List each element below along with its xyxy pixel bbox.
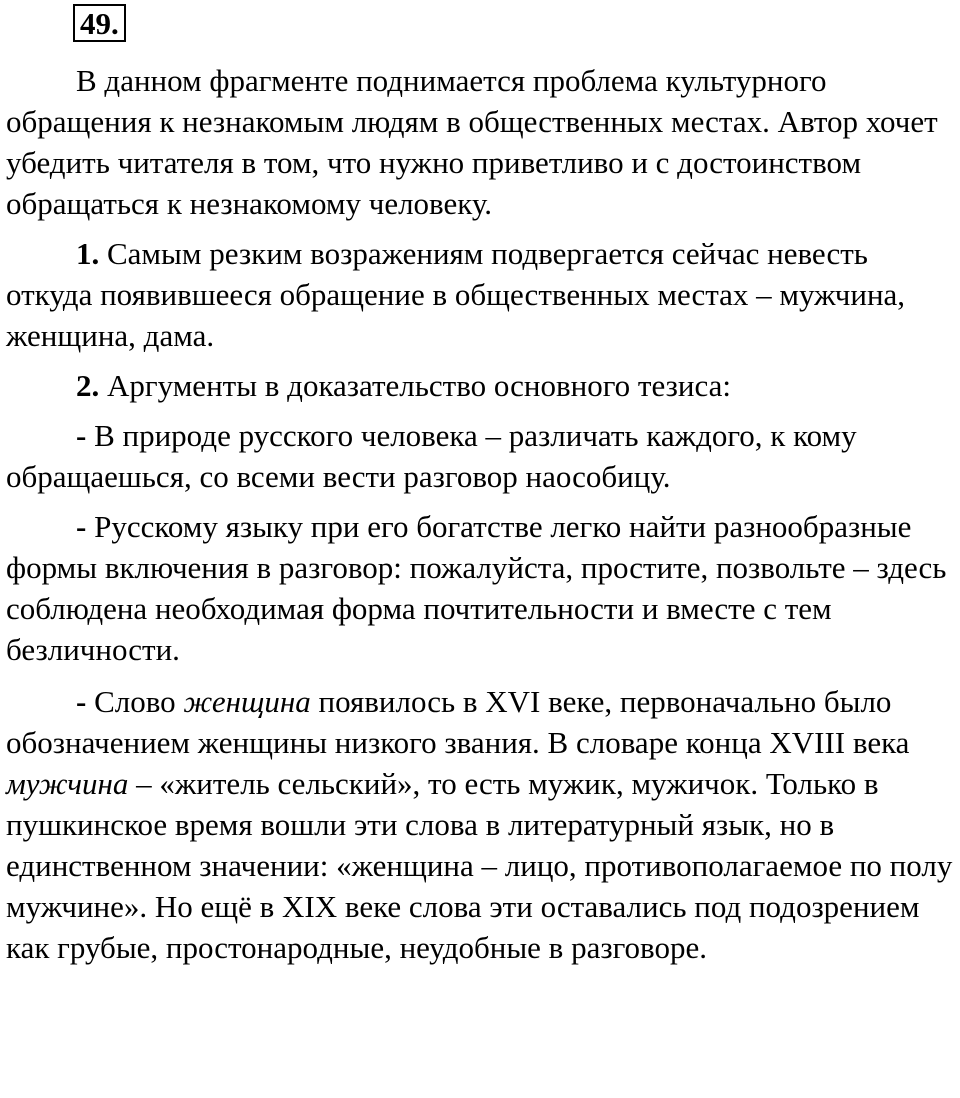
argument-3-text-c: – «житель сельский», то есть мужик, мужичок. Только в пушкинское время вошли эти слова в литературный язык, но в единственном значении: «женщина – лицо, противополагаемое по полу мужчине». Но ещё в XIX веке слова эти оставались под подозрением как грубые, простонародные, неудобные в разговоре. <box>6 766 953 965</box>
argument-1-paragraph <box>6 415 956 497</box>
argument-3-text-b: появилось в XVI веке, первоначально было обозначением женщины низкого звания. В словаре конца XVIII века <box>6 684 910 760</box>
point-2-number: 2. <box>76 368 100 403</box>
intro-text: В данном фрагменте поднимается проблема культурного обращения к незнакомым людям в общественных местах. Автор хочет убедить читателя в том, что нужно приветливо и с достоинством обращаться к незнакомому человеку. <box>6 63 938 221</box>
point-1-number: 1. <box>76 236 100 271</box>
argument-3-word-zhenshchina: женщина <box>183 684 311 719</box>
point-2-paragraph <box>6 365 956 406</box>
argument-2-dash: - <box>76 509 87 544</box>
argument-3-word-muzhchina: мужчина <box>6 766 129 801</box>
argument-3-dash: - <box>76 684 87 719</box>
argument-2-paragraph <box>6 506 956 670</box>
task-number-box: 49. <box>73 4 126 42</box>
argument-3-paragraph <box>6 681 956 968</box>
argument-1-text: В природе русского человека – различать каждого, к кому обращаешься, со всеми вести разговор наособицу. <box>6 418 857 494</box>
argument-2-text: Русскому языку при его богатстве легко найти разнообразные формы включения в разговор: пожалуйста, простите, позвольте – здесь соблюдена необходимая форма почтительности и вместе с тем безличности. <box>6 509 947 667</box>
argument-1-dash: - <box>76 418 87 453</box>
point-1-text: Самым резким возражениям подвергается сейчас невесть откуда появившееся обращение в общественных местах – мужчина, женщина, дама. <box>6 236 906 353</box>
document-body <box>6 60 956 968</box>
point-2-text: Аргументы в доказательство основного тезиса: <box>99 368 731 403</box>
intro-paragraph <box>6 60 956 224</box>
point-1-paragraph <box>6 233 956 356</box>
argument-3-text-a: Слово <box>86 684 184 719</box>
